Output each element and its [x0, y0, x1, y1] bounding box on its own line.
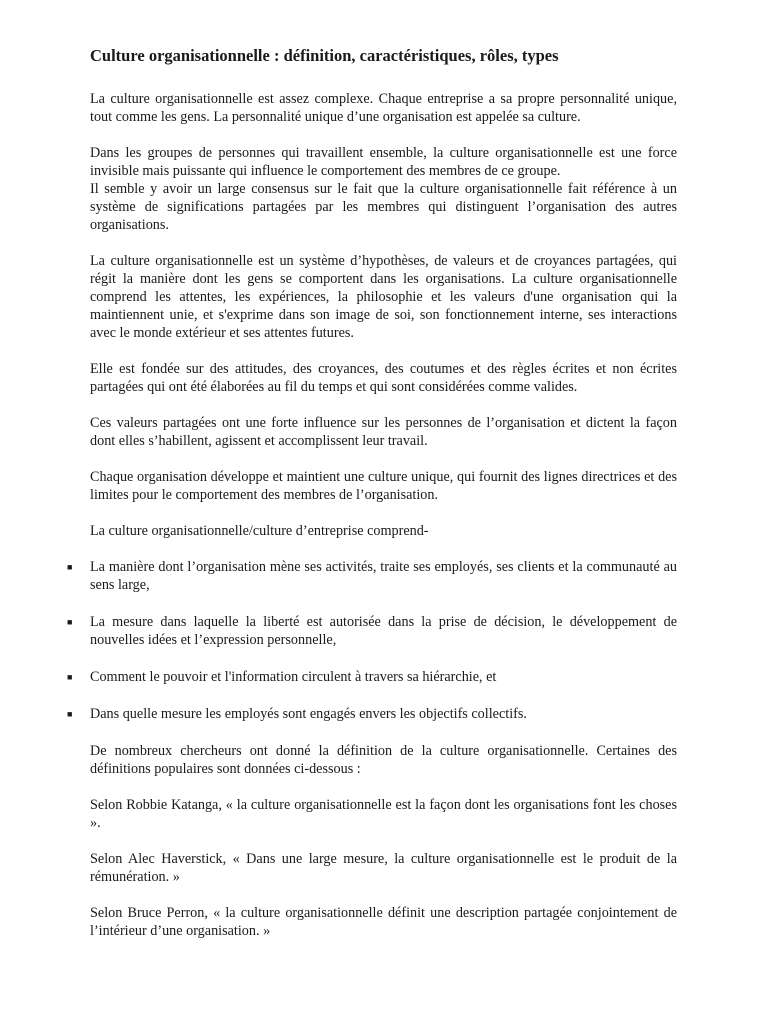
paragraph-intro-2: Dans les groupes de personnes qui travaillent ensemble, la culture organisationnelle est une force invisible mais puissante qui influence le comportement des membres de ce groupe. [90, 145, 677, 179]
paragraph-intro-4: La culture organisationnelle est un système d’hypothèses, de valeurs et de croyances partagées, qui régit la manière dont les gens se comportent dans les organisations. La culture organisationnelle comprend les attentes, les expériences, la philosophie et les valeurs d'une organisation qui la maintiennent unie, et s'exprime dans son image de soi, son fonctionnement interne, ses interactions avec le monde extérieur et ses attentes futures. [90, 253, 677, 341]
paragraph-intro-5: Elle est fondée sur des attitudes, des croyances, des coutumes et des règles écrites et non écrites partagées qui ont été élaborées au fil du temps et qui sont considérées comme valides. [90, 361, 677, 395]
paragraph-outro-3: Selon Alec Haverstick, « Dans une large mesure, la culture organisationnelle est le produit de la rémunération. » [90, 851, 677, 885]
paragraph-outro-2: Selon Robbie Katanga, « la culture organisationnelle est la façon dont les organisations font les choses ». [90, 797, 677, 831]
list-item-text: La manière dont l’organisation mène ses activités, traite ses employés, ses clients et la communauté au sens large, [90, 559, 677, 593]
paragraph-outro-1: De nombreux chercheurs ont donné la définition de la culture organisationnelle. Certaines des définitions populaires sont données ci-dessous : [90, 743, 677, 777]
list-item [67, 668, 677, 686]
square-bullet-icon: ■ [67, 709, 73, 719]
bullet-list [67, 558, 677, 723]
square-bullet-icon: ■ [67, 617, 73, 627]
square-bullet-icon: ■ [67, 562, 73, 572]
list-item-text: Comment le pouvoir et l'information circulent à travers sa hiérarchie, et [90, 669, 497, 685]
list-item [67, 613, 677, 649]
paragraph-outro-4: Selon Bruce Perron, « la culture organisationnelle définit une description partagée conjointement de l’intérieur d’une organisation. » [90, 905, 677, 939]
square-bullet-icon: ■ [67, 672, 73, 682]
paragraph-intro-1: La culture organisationnelle est assez complexe. Chaque entreprise a sa propre personnalité unique, tout comme les gens. La personnalité unique d’une organisation est appelée sa culture. [90, 91, 677, 125]
paragraph-intro-8: La culture organisationnelle/culture d’entreprise comprend- [90, 523, 429, 539]
paragraph-intro-7: Chaque organisation développe et maintient une culture unique, qui fournit des lignes directrices et des limites pour le comportement des membres de l’organisation. [90, 469, 677, 503]
document-page [67, 45, 677, 958]
document-title: Culture organisationnelle : définition, caractéristiques, rôles, types [90, 46, 559, 65]
paragraph-intro-6: Ces valeurs partagées ont une forte influence sur les personnes de l’organisation et dictent la façon dont elles s’habillent, agissent et accomplissent leur travail. [90, 415, 677, 449]
list-item-text: Dans quelle mesure les employés sont engagés envers les objectifs collectifs. [90, 706, 527, 722]
list-item [67, 705, 677, 723]
list-item [67, 558, 677, 594]
list-item-text: La mesure dans laquelle la liberté est autorisée dans la prise de décision, le développement de nouvelles idées et l’expression personnelle, [90, 614, 677, 648]
paragraph-intro-3: Il semble y avoir un large consensus sur le fait que la culture organisationnelle fait référence à un système de significations partagées par les membres qui distinguent l’organisation des autres organisations. [90, 181, 677, 233]
